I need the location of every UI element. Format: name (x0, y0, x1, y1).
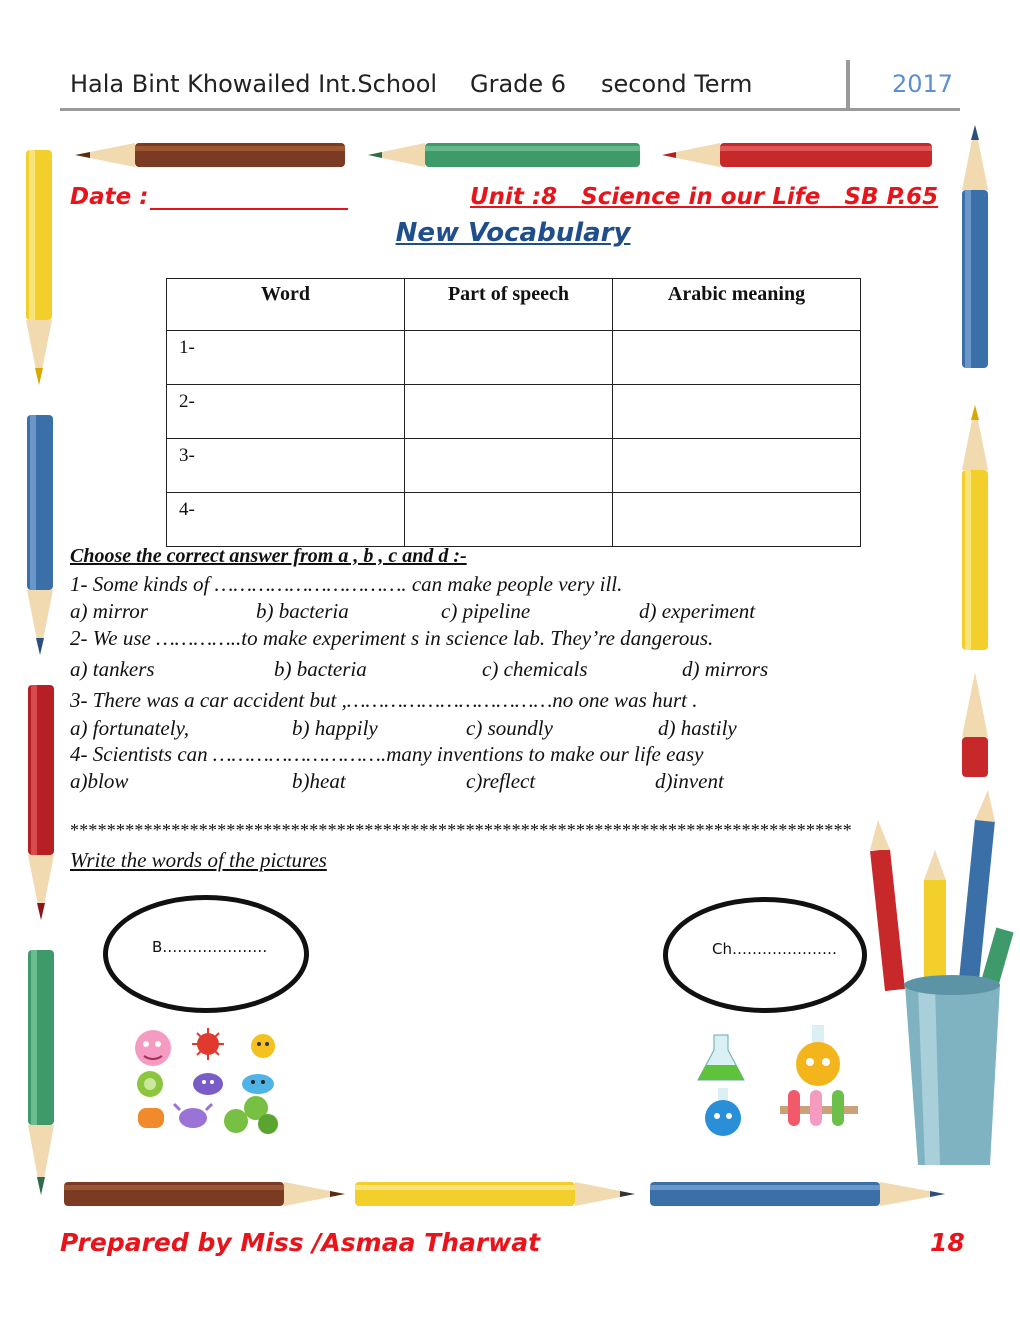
pencil-left-green-icon (28, 950, 54, 1195)
option-1b: b) bacteria (256, 599, 349, 623)
germ-purple-icon (193, 1073, 223, 1095)
option-4b: b)heat (292, 769, 346, 793)
vocabulary-table (166, 278, 861, 547)
prepared-by: Prepared by Miss /Asmaa Tharwat (60, 1228, 541, 1257)
germ-green-icon (137, 1071, 163, 1097)
bacteria-prompt: B………………… (152, 938, 268, 956)
row-number: 3- (167, 439, 405, 493)
date-label: Date : (70, 184, 149, 210)
table-row (167, 493, 861, 547)
option-1c: c) pipeline (441, 599, 531, 623)
header-rule (60, 108, 960, 111)
germ-blue-icon (242, 1074, 274, 1094)
pencil-bottom-brown-icon (64, 1182, 345, 1206)
option-2d: d) mirrors (682, 657, 769, 681)
question-4: 4- Scientists can ……………………….many inventions to make our life easy (70, 742, 704, 766)
blank-cell[interactable] (613, 439, 861, 493)
blank-cell[interactable] (405, 493, 613, 547)
question-2: 2- We use …………..to make experiment s in science lab. They’re dangerous. (70, 626, 714, 650)
row-number: 1- (167, 331, 405, 385)
option-4c: c)reflect (466, 769, 536, 793)
option-2a: a) tankers (70, 657, 155, 681)
blank-cell[interactable] (405, 439, 613, 493)
chemicals-picture-icon (692, 1020, 867, 1138)
pencil-bottom-yellow-icon (355, 1182, 635, 1206)
table-header-row (167, 279, 861, 331)
option-3c: c) soundly (466, 716, 553, 740)
pencil-top-green-icon (368, 143, 640, 167)
term-label: second Term (601, 70, 753, 98)
blank-cell[interactable] (613, 331, 861, 385)
vocabulary-heading: New Vocabulary (395, 218, 631, 248)
year-label: 2017 (892, 70, 954, 98)
option-4d: d)invent (655, 769, 724, 793)
chemicals-prompt: Ch………………… (712, 940, 837, 958)
flask-yellow-icon (796, 1025, 840, 1086)
pencil-left-blue-icon (27, 415, 53, 655)
blank-cell[interactable] (613, 493, 861, 547)
star-separator: ************************************************************************************* (70, 820, 852, 840)
pencil-top-red-icon (662, 143, 932, 167)
answer-oval-chemicals[interactable] (663, 897, 867, 1013)
page-number: 18 (930, 1228, 965, 1257)
pencil-left-red-icon (28, 685, 54, 920)
column-header-part-of-speech: Part of speech (405, 279, 613, 331)
bacteria-picture-icon (128, 1026, 283, 1136)
pencil-bottom-blue-icon (650, 1182, 945, 1206)
column-header-word: Word (167, 279, 405, 331)
header-divider (846, 60, 850, 110)
table-row (167, 385, 861, 439)
germ-violet-icon (174, 1104, 212, 1128)
question-1: 1- Some kinds of …………………………. can make people very ill. (70, 572, 623, 596)
school-name: Hala Bint Khowailed Int.School (70, 70, 438, 98)
germ-lime-icon (224, 1096, 278, 1134)
answer-oval-bacteria[interactable] (103, 895, 309, 1013)
option-3d: d) hastily (658, 716, 737, 740)
grade-label: Grade 6 (470, 70, 567, 98)
option-2b: b) bacteria (274, 657, 367, 681)
pencil-left-yellow-icon (26, 150, 52, 385)
option-3a: a) fortunately, (70, 716, 189, 740)
table-row (167, 331, 861, 385)
row-number: 2- (167, 385, 405, 439)
option-1a: a) mirror (70, 599, 148, 623)
germ-red-icon (192, 1028, 224, 1060)
germ-yellow-icon (251, 1034, 275, 1058)
germ-orange-icon (138, 1108, 164, 1128)
pencil-cup-icon (870, 790, 1005, 1165)
test-tubes-icon (780, 1090, 858, 1126)
date-blank-line (150, 208, 348, 210)
flask-blue-icon (705, 1088, 741, 1136)
pencil-right-yellow-icon (962, 405, 988, 650)
choose-instruction: Choose the correct answer from a , b , c and d :- (70, 545, 467, 567)
option-4a: a)blow (70, 769, 129, 793)
table-row (167, 439, 861, 493)
blank-cell[interactable] (405, 331, 613, 385)
option-1d: d) experiment (639, 599, 756, 623)
flask-green-icon (698, 1035, 744, 1080)
pencil-top-brown-icon (75, 143, 345, 167)
unit-title: Unit :8 Science in our Life SB P.65 (470, 184, 939, 210)
blank-cell[interactable] (613, 385, 861, 439)
option-2c: c) chemicals (482, 657, 588, 681)
pictures-instruction: Write the words of the pictures (70, 848, 327, 872)
blank-cell[interactable] (405, 385, 613, 439)
germ-pink-icon (135, 1030, 171, 1066)
column-header-arabic-meaning: Arabic meaning (613, 279, 861, 331)
option-3b: b) happily (292, 716, 378, 740)
pencil-right-red-icon (962, 672, 988, 777)
row-number: 4- (167, 493, 405, 547)
question-3: 3- There was a car accident but ,……………………………no one was hurt . (70, 688, 698, 712)
